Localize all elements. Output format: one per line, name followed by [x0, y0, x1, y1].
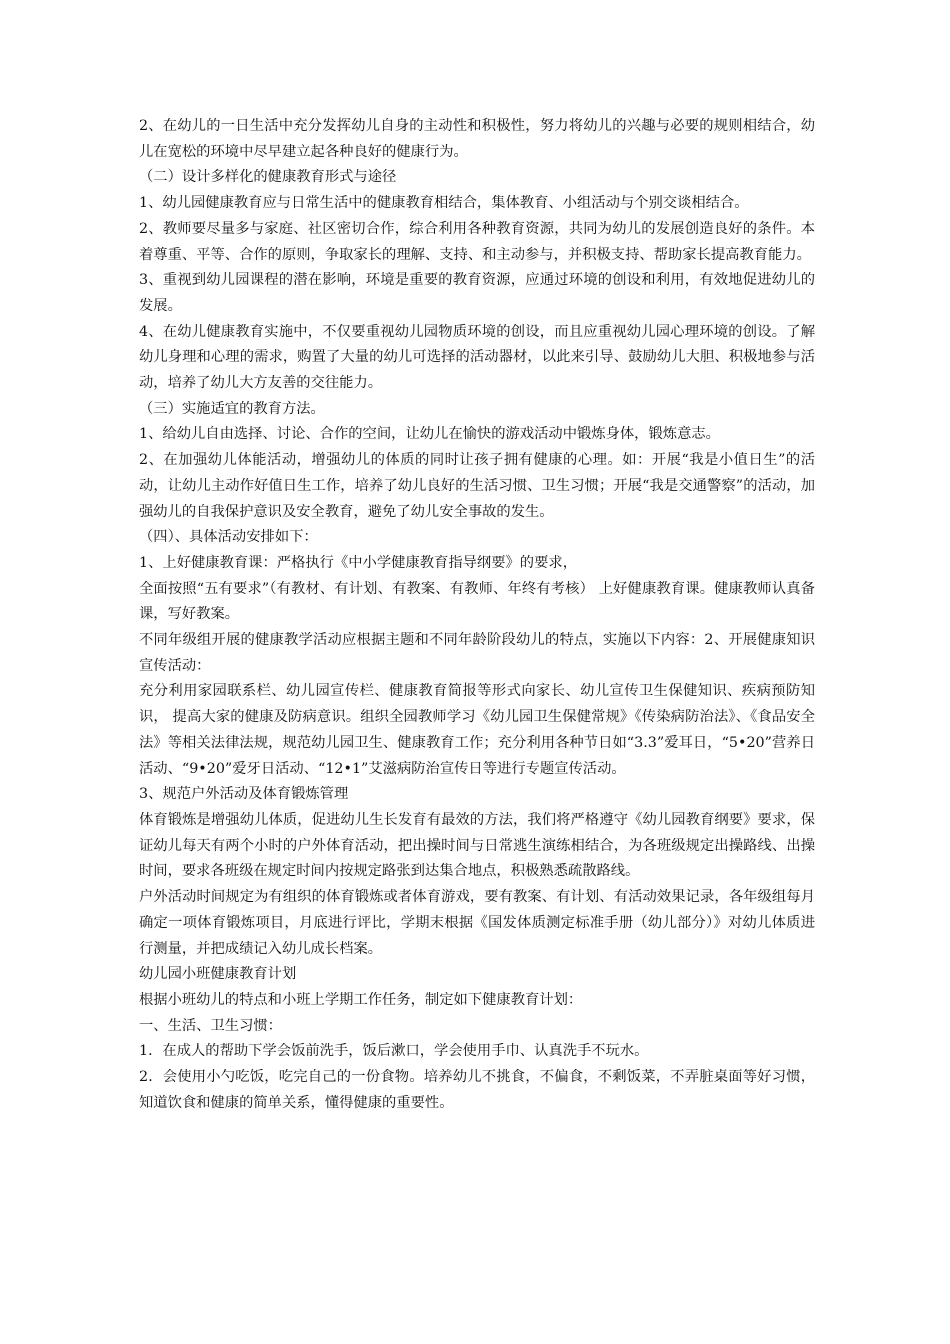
paragraph: 不同年级组开展的健康教学活动应根据主题和不同年龄阶段幼儿的特点，实施以下内容：2、开展健康知识宣传活动： [139, 632, 815, 674]
document-body [139, 114, 815, 1116]
paragraph: 充分利用家园联系栏、幼儿园宣传栏、健康教育简报等形式向家长、幼儿宣传卫生保健知识、疾病预防知识， 提高大家的健康及防病意识。组织全园教师学习《幼儿园卫生保健常规》《传染病防治法》、《食品安全法》等相关法律法规，规范幼儿园卫生、健康教育工作；充分利用各种节日如“3.3”爱耳日，“5•20”营养日活动、“9•20”爱牙日活动、“12•1”艾滋病防治宣传日等进行专题宣传活动。 [139, 683, 815, 777]
paragraph: 根据小班幼儿的特点和小班上学期工作任务，制定如下健康教育计划： [139, 991, 583, 1008]
paragraph: 体育锻炼是增强幼儿体质，促进幼儿生长发育有最效的方法，我们将严格遵守《幼儿园教育纲要》要求，保证幼儿每天有两个小时的户外体育活动，把出操时间与日常逃生演练相结合，为各班级规定出操路线、出操时间，要求各班级在规定时间内按规定路张到达集合地点，积极熟悉疏散路线。 [139, 811, 815, 880]
section-heading: （二）设计多样化的健康教育形式与途径 [139, 169, 397, 186]
paragraph: 1．在成人的帮助下学会饭前洗手，饭后漱口，学会使用手巾、认真洗手不玩水。 [139, 1043, 649, 1060]
paragraph: 2．会使用小勺吃饭，吃完自己的一份食物。培养幼儿不挑食，不偏食，不剩饭菜，不弄脏桌面等好习惯，知道饮食和健康的简单关系，懂得健康的重要性。 [139, 1069, 815, 1111]
section-heading: 一、生活、卫生习惯： [139, 1017, 282, 1034]
paragraph: 1、幼儿园健康教育应与日常生活中的健康教育相结合，集体教育、小组活动与个别交谈相结合。 [139, 195, 749, 212]
paragraph: 2、在加强幼儿体能活动，增强幼儿的体质的同时让孩子拥有健康的心理。如：开展“我是小值日生”的活动，让幼儿主动作好值日生工作，培养了幼儿良好的生活习惯、卫生习惯；开展“我是交通警察”的活动，加强幼儿的自我保护意识及安全教育，避免了幼儿安全事故的发生。 [139, 452, 815, 520]
paragraph: 户外活动时间规定为有组织的体育锻炼或者体育游戏，要有教案、有计划、有活动效果记录，各年级组每月确定一项体育锻炼项目，月底进行评比，学期末根据《国发体质测定标准手册（幼儿部分）》对幼儿体质进行测量，并把成绩记入幼儿成长档案。 [139, 889, 815, 957]
document-title: 幼儿园小班健康教育计划 [139, 966, 297, 983]
section-heading: （四）、具体活动安排如下： [139, 529, 318, 546]
paragraph: 1、给幼儿自由选择、讨论、合作的空间，让幼儿在愉快的游戏活动中锻炼身体，锻炼意志。 [139, 426, 720, 443]
section-heading: （三）实施适宜的教育方法。 [139, 400, 325, 417]
paragraph: 4、在幼儿健康教育实施中，不仅要重视幼儿园物质环境的创设，而且应重视幼儿园心理环境的创设。了解幼儿身理和心理的需求，购置了大量的幼儿可选择的活动器材，以此来引导、鼓励幼儿大胆、积极地参与活动，培养了幼儿大方友善的交往能力。 [139, 323, 815, 392]
paragraph: 3、重视到幼儿园课程的潜在影响，环境是重要的教育资源，应通过环境的创设和利用，有效地促进幼儿的发展。 [139, 272, 815, 314]
paragraph: 全面按照“五有要求”（有教材、有计划、有教案、有教师、年终有考核） 上好健康教育课。健康教师认真备课，写好教案。 [139, 580, 815, 623]
paragraph: 1、上好健康教育课：严格执行《中小学健康教育指导纲要》的要求， [139, 554, 577, 571]
section-heading: 3、规范户外活动及体育锻炼管理 [139, 786, 349, 803]
paragraph: 2、教师要尽量多与家庭、社区密切合作，综合利用各种教育资源，共同为幼儿的发展创造良好的条件。本着尊重、平等、合作的原则，争取家长的理解、支持、和主动参与，并积极支持、帮助家长提高教育能力。 [139, 220, 815, 263]
paragraph: 2、在幼儿的一日生活中充分发挥幼儿自身的主动性和积极性，努力将幼儿的兴趣与必要的规则相结合，幼儿在宽松的环境中尽早建立起各种良好的健康行为。 [139, 118, 815, 160]
